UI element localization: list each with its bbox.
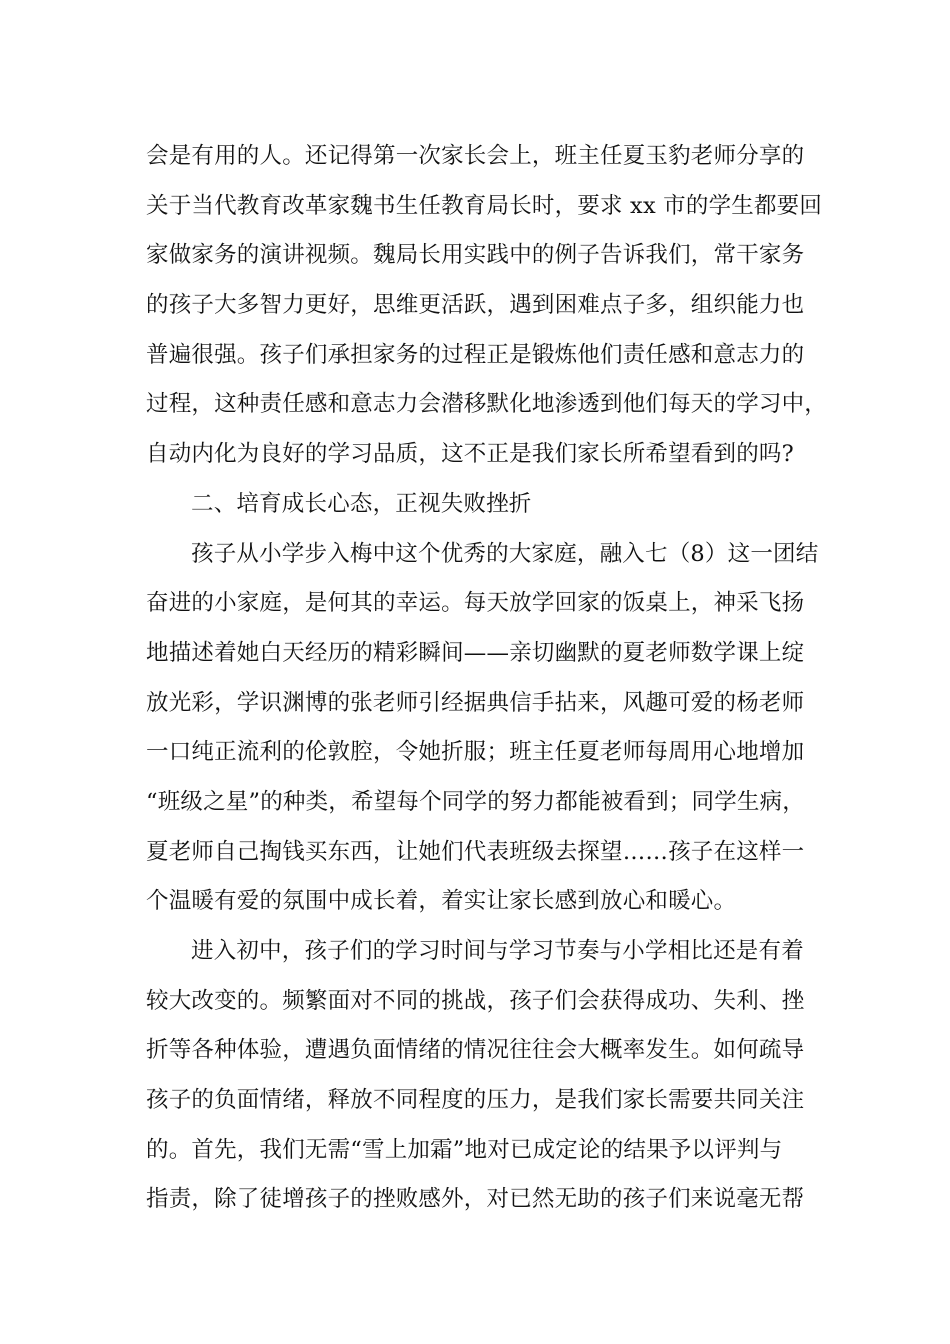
paragraph-2: [146, 530, 819, 928]
section-heading: 二、培育成长心态，正视失败挫折: [191, 490, 532, 517]
paragraph-line: 夏老师自己掏钱买东西，让她们代表班级去探望……孩子在这样一: [146, 838, 805, 865]
paragraph-line: 关于当代教育改革家魏书生任教育局长时，要求 xx 市的学生都要回: [146, 192, 823, 219]
paragraph-line: 奋进的小家庭，是何其的幸运。每天放学回家的饭桌上，神采飞扬: [146, 590, 805, 617]
paragraph-line: 进入初中，孩子们的学习时间与学习节奏与小学相比还是有着: [191, 938, 804, 964]
paragraph-line: 的孩子大多智力更好，思维更活跃，遇到困难点子多，组织能力也: [146, 292, 805, 319]
paragraph-line: 较大改变的。频繁面对不同的挑战，孩子们会获得成功、失利、挫: [146, 987, 805, 1014]
paragraph-line: 一口纯正流利的伦敦腔，令她折服；班主任夏老师每周用心地增加: [146, 739, 805, 766]
paragraph-line: 个温暖有爱的氛围中成长着，着实让家长感到放心和暖心。: [146, 888, 737, 915]
paragraph-line: 会是有用的人。还记得第一次家长会上，班主任夏玉豹老师分享的: [146, 143, 805, 169]
paragraph-line: 孩子的负面情绪，释放不同程度的压力，是我们家长需要共同关注: [146, 1087, 805, 1114]
paragraph-line: 孩子从小学步入梅中这个优秀的大家庭，融入七（8）这一团结: [191, 540, 819, 567]
paragraph-line: 普遍很强。孩子们承担家务的过程正是锻炼他们责任感和意志力的: [146, 341, 805, 368]
paragraph-line: 自动内化为良好的学习品质，这不正是我们家长所希望看到的吗?: [146, 441, 794, 468]
paragraph-line: “班级之星”的种类，希望每个同学的努力都能被看到；同学生病，: [146, 788, 806, 815]
paragraph-line: 地描述着她白天经历的精彩瞬间——亲切幽默的夏老师数学课上绽: [146, 639, 805, 666]
paragraph-line: 过程，这种责任感和意志力会潜移默化地渗透到他们每天的学习中，: [146, 391, 828, 418]
paragraph-line: 指责，除了徒增孩子的挫败感外，对已然无助的孩子们来说毫无帮: [146, 1186, 805, 1213]
paragraph-line: 的。首先，我们无需“雪上加霜”地对已成定论的结果予以评判与: [146, 1136, 783, 1163]
paragraph-1: [146, 132, 828, 480]
paragraph-line: 放光彩，学识渊博的张老师引经据典信手拈来，风趣可爱的杨老师: [146, 689, 805, 716]
paragraph-3: [146, 927, 806, 1225]
document-page: [146, 132, 828, 1225]
paragraph-line: 家做家务的演讲视频。魏局长用实践中的例子告诉我们，常干家务: [146, 242, 805, 269]
paragraph-line: 折等各种体验，遭遇负面情绪的情况往往会大概率发生。如何疏导: [146, 1037, 805, 1064]
